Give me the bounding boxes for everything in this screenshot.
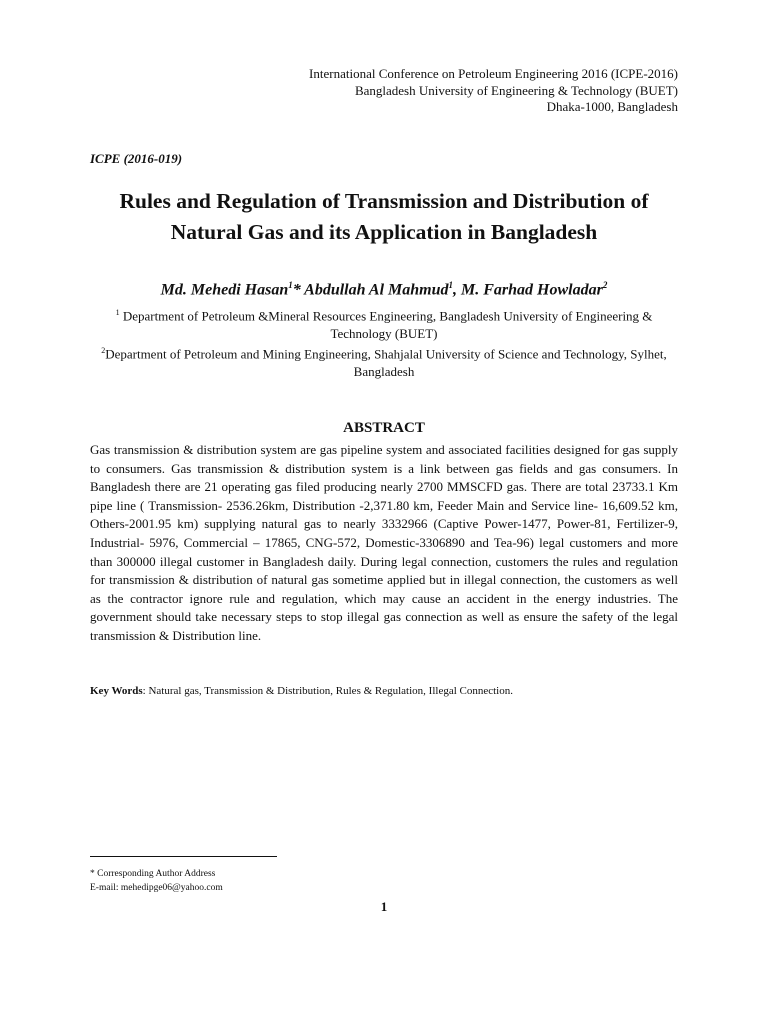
abstract-heading: ABSTRACT [343, 420, 425, 436]
author-3-mark: 2 [602, 280, 608, 290]
paper-title [60, 186, 708, 248]
affiliation-2-text: Department of Petroleum and Mining Engineering, Shahjalal University of Science and Technology, Sylhet, Bangladesh [105, 346, 667, 380]
affiliation-1-text: Department of Petroleum &Mineral Resources Engineering, Bangladesh University of Engineering & Technology (BUET) [119, 308, 653, 342]
paper-title-line-2: Natural Gas and its Application in Bangladesh [170, 220, 598, 244]
footnote-email: E-mail: mehedipge06@yahoo.com [90, 883, 223, 893]
page-number: 1 [380, 899, 388, 914]
author-2-name: * Abdullah Al Mahmud [292, 281, 449, 299]
keywords-text: : Natural gas, Transmission & Distribution, Rules & Regulation, Illegal Connection. [142, 685, 513, 697]
paper-title-line-1: Rules and Regulation of Transmission and Distribution of [119, 189, 649, 213]
affiliation-2-mark: 2 [101, 346, 106, 355]
keywords-label: Key Words [90, 685, 143, 697]
footnote [90, 867, 223, 895]
abstract-body: Gas transmission & distribution system are gas pipeline system and associated facilities designed for gas supply to consumers. Gas transmission & distribution system is a link between gas fields and gas consumers. In Bangladesh there are 21 operating gas filed producing nearly 2700 MMSCFD gas. There are total 23733.1 Km pipe line ( Transmission- 2536.26km, Distribution -2,371.80 km, Feeder Main and Service line- 16,609.52 km, Others-2001.95 km) supplying natural gas to nearly 3332966 (Captive Power-1477, Power-81, Fertilizer-9, Industrial- 5976, Commercial – 17865, CNG-572, Domestic-3306890 and Tea-96) legal customers and more than 300000 illegal customer in Bangladesh daily. During legal connection, customers the rules and regulation for transmission & distribution of natural gas sometime applied but in illegal connection, the customers as well as the contractor ignore rule and regulation, which may cause an accident in the energy industries. The government should take necessary steps to stop illegal gas connection as well as ensure the safety of the legal transmission & Distribution line. [90, 442, 678, 643]
author-1-name: Md. Mehedi Hasan [160, 281, 289, 299]
conference-header [158, 66, 678, 116]
author-1-mark: 1 [288, 280, 293, 290]
author-3-name: , M. Farhad Howladar [453, 281, 603, 299]
keywords [90, 684, 678, 699]
affiliation-1 [95, 304, 673, 343]
author-list [60, 280, 708, 299]
paper-id: ICPE (2016-019) [90, 151, 183, 166]
conference-university: Bangladesh University of Engineering & Technology (BUET) [354, 82, 678, 98]
footnote-corresponding-author: * Corresponding Author Address [90, 869, 216, 879]
affiliation-2 [95, 342, 673, 381]
conference-location: Dhaka-1000, Bangladesh [546, 99, 678, 114]
affiliation-1-mark: 1 [115, 308, 120, 317]
footnote-divider [90, 856, 277, 857]
author-2-mark: 1 [448, 280, 454, 290]
conference-name: International Conference on Petroleum Engineering 2016 (ICPE-2016) [309, 66, 678, 81]
